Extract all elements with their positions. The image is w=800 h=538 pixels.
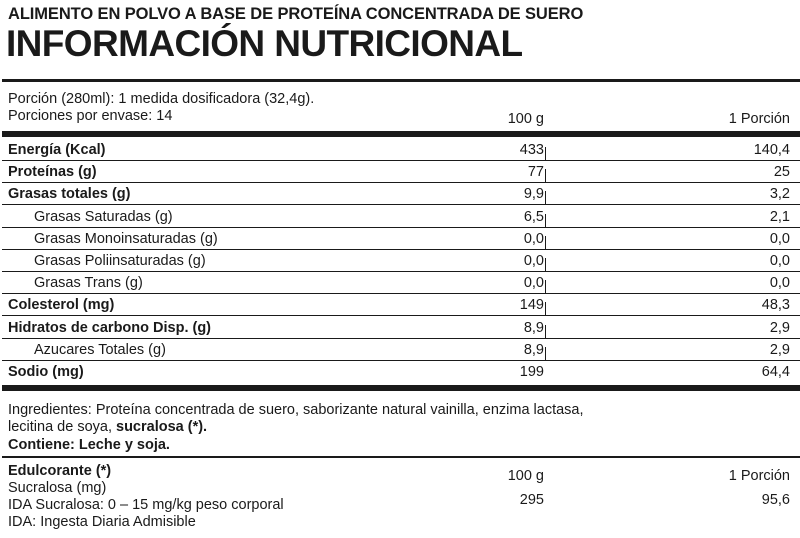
nutrient-value-100g: 8,9: [523, 341, 544, 358]
sweetener-column-100g: 100 g: [507, 468, 544, 484]
row-divider: [2, 293, 800, 294]
nutrient-label: Grasas Monoinsaturadas (g): [34, 230, 218, 247]
product-description: ALIMENTO EN POLVO A BASE DE PROTEÍNA CONCENTRADA DE SUERO: [8, 5, 584, 23]
nutrient-value-portion: 25: [773, 164, 790, 181]
ingredients-line-2: [8, 418, 207, 436]
ingredients-line-1: Ingredientes: Proteína concentrada de suero, saborizante natural vainilla, enzima lactasa,: [8, 402, 584, 418]
nutrient-value-100g: 0,0: [523, 253, 544, 269]
divider-sweetener: [2, 456, 800, 458]
nutrient-value-100g: 8,9: [523, 319, 544, 336]
nutrient-label: Colesterol (mg): [8, 297, 115, 314]
sweetener-name: Sucralosa (mg): [8, 480, 107, 496]
row-divider: [2, 204, 800, 205]
nutrient-value-100g: 6,5: [523, 208, 544, 225]
row-divider: [2, 182, 800, 183]
cell-tick: [545, 302, 546, 316]
divider-top: [2, 79, 800, 82]
nutrient-label: Hidratos de carbono Disp. (g): [8, 319, 212, 336]
nutrient-label: Sodio (mg): [8, 364, 84, 380]
row-divider: [2, 338, 800, 339]
sweetener-value-100g: 295: [519, 492, 544, 508]
sweetener-title: Edulcorante (*): [8, 463, 112, 479]
allergen-statement: Contiene: Leche y soja.: [8, 437, 170, 453]
nutrient-label: Grasas totales (g): [8, 186, 131, 203]
portions-per-container: Porciones por envase: 14: [8, 108, 173, 124]
nutrient-value-100g: 0,0: [523, 275, 544, 292]
nutrient-value-portion: 2,9: [769, 341, 790, 358]
row-divider: [2, 160, 800, 161]
row-divider: [2, 249, 800, 250]
nutrient-value-100g: 149: [519, 297, 544, 314]
nutrient-value-100g: 9,9: [523, 186, 544, 203]
ingredients-line-2-text: lecitina de soya,: [8, 419, 117, 435]
nutrient-value-100g: 0,0: [523, 230, 544, 247]
nutrient-label: Proteínas (g): [8, 164, 97, 181]
nutrient-label: Grasas Poliinsaturadas (g): [34, 253, 206, 269]
cell-tick: [545, 258, 546, 272]
nutrient-label: Azucares Totales (g): [34, 341, 166, 358]
portion-size: Porción (280ml): 1 medida dosificadora (32,4g).: [8, 91, 315, 107]
nutrient-value-portion: 64,4: [761, 364, 790, 380]
cell-tick: [545, 214, 546, 228]
cell-tick: [545, 325, 546, 339]
cell-tick: [545, 191, 546, 205]
cell-tick: [545, 347, 546, 361]
sweetener-ida-definition: IDA: Ingesta Diaria Admisible: [8, 514, 196, 530]
cell-tick: [545, 280, 546, 294]
sweetener-column-portion: 1 Porción: [728, 468, 790, 484]
divider-bottom-table: [2, 385, 800, 391]
row-divider: [2, 315, 800, 316]
row-divider: [2, 271, 800, 272]
nutrient-value-portion: 0,0: [769, 253, 790, 269]
nutrient-value-portion: 2,9: [769, 319, 790, 336]
nutrient-label: Grasas Saturadas (g): [34, 208, 173, 225]
column-header-portion: 1 Porción: [728, 111, 790, 127]
row-divider: [2, 360, 800, 361]
nutrient-value-portion: 2,1: [769, 208, 790, 225]
sweetener-value-portion: 95,6: [761, 492, 790, 508]
nutrient-value-100g: 199: [519, 364, 544, 380]
row-divider: [2, 227, 800, 228]
column-header-100g: 100 g: [507, 111, 544, 127]
divider-header: [2, 131, 800, 137]
nutrient-value-100g: 433: [519, 142, 544, 158]
nutrient-value-100g: 77: [527, 164, 544, 181]
nutrient-value-portion: 0,0: [769, 275, 790, 292]
ingredients-sweetener-note: sucralosa (*).: [116, 419, 208, 435]
cell-tick: [545, 236, 546, 250]
cell-tick: [545, 169, 546, 183]
nutrient-value-portion: 48,3: [761, 297, 790, 314]
nutrient-label: Energía (Kcal): [8, 142, 106, 158]
sweetener-ida: IDA Sucralosa: 0 – 15 mg/kg peso corporal: [8, 497, 284, 513]
nutrient-value-portion: 3,2: [769, 186, 790, 203]
nutrient-label: Grasas Trans (g): [34, 275, 143, 292]
nutrient-value-portion: 140,4: [753, 142, 790, 158]
page-title: INFORMACIÓN NUTRICIONAL: [6, 23, 523, 64]
nutrient-value-portion: 0,0: [769, 230, 790, 247]
cell-tick: [545, 147, 546, 161]
